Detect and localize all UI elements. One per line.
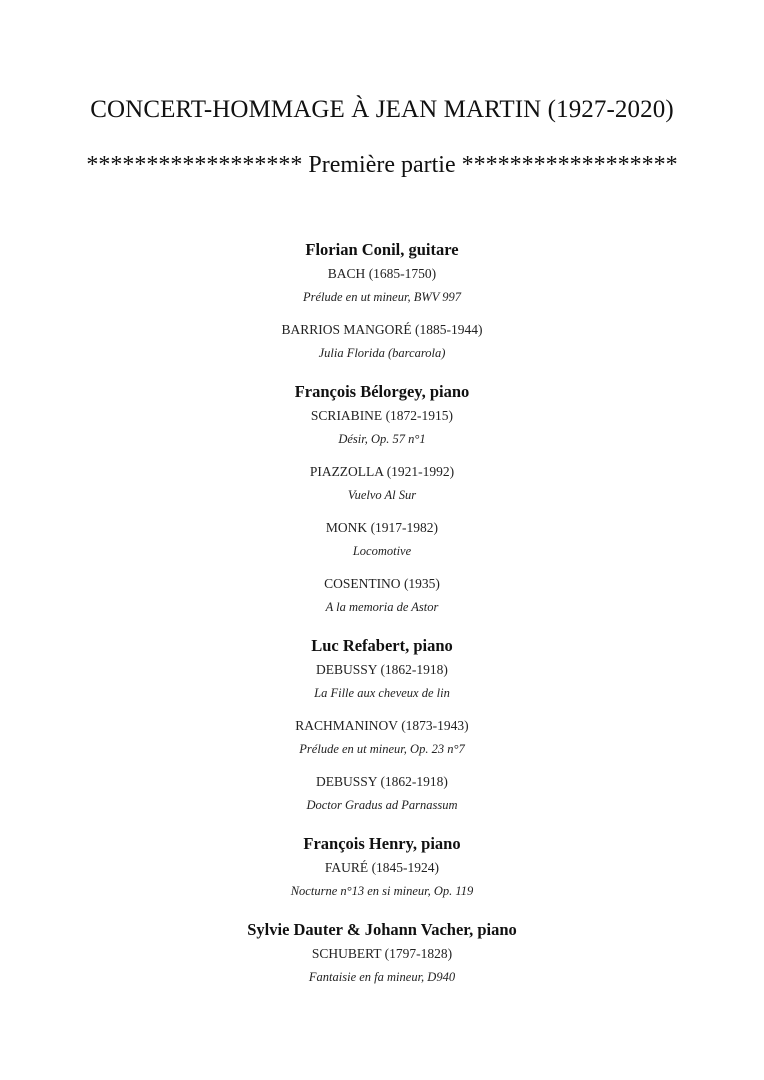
composer-dates: (1935) [403,576,440,591]
work-title: Prélude en ut mineur, BWV 997 [302,290,462,304]
composer-name: DEBUSSY [316,774,378,789]
composer-dates: (1873-1943) [401,718,469,733]
performer-group [0,380,764,618]
section-heading-right-stars: ****************** [461,152,678,178]
composer-line [0,516,764,540]
piece [0,770,764,816]
work-title: A la memoria de Astor [325,600,439,614]
composer-name: PIAZZOLLA [309,464,384,479]
composer-name: FAURÉ [324,860,369,875]
work-title: La Fille aux cheveux de lin [314,686,450,700]
composer-dates: (1685-1750) [368,266,437,281]
composer-name: RACHMANINOV [295,718,398,733]
programme-list [0,238,764,1004]
composer-dates: (1921-1992) [386,464,455,479]
work-title: Vuelvo Al Sur [347,488,417,502]
composer-dates: (1862-1918) [380,662,448,677]
work-title: Nocturne n°13 en si mineur, Op. 119 [290,884,474,898]
work-title: Doctor Gradus ad Parnassum [306,798,458,812]
performer-group [0,918,764,988]
work-title: Désir, Op. 57 n°1 [338,432,426,446]
performer-group [0,238,764,364]
piece [0,516,764,562]
performer-name: François Henry, piano [303,834,461,853]
performer-name: Luc Refabert, piano [311,636,453,655]
section-heading-label: Première partie [308,152,456,178]
performer-group [0,832,764,902]
performer-name: Sylvie Dauter & Johann Vacher, piano [247,920,517,939]
composer-name: MONK [325,520,368,535]
piece [0,658,764,704]
composer-line [0,856,764,880]
composer-dates: (1845-1924) [371,860,440,875]
section-heading-left-stars: ****************** [86,152,303,178]
composer-name: SCHUBERT [311,946,382,961]
work-title: Prélude en ut mineur, Op. 23 n°7 [299,742,465,756]
composer-name: DEBUSSY [316,662,378,677]
composer-line [0,318,764,342]
piece [0,262,764,308]
composer-name: SCRIABINE [310,408,383,423]
composer-dates: (1797-1828) [384,946,453,961]
composer-line [0,404,764,428]
performer-name: François Bélorgey, piano [294,382,470,401]
composer-line [0,460,764,484]
work-title: Fantaisie en fa mineur, D940 [308,970,456,984]
piece [0,572,764,618]
composer-dates: (1872-1915) [385,408,454,423]
composer-line [0,714,764,738]
composer-line [0,942,764,966]
performer-group [0,634,764,816]
composer-dates: (1862-1918) [380,774,448,789]
piece [0,942,764,988]
piece [0,856,764,902]
work-title: Locomotive [352,544,412,558]
composer-name: COSENTINO [324,576,401,591]
composer-dates: (1917-1982) [370,520,439,535]
composer-line [0,770,764,794]
piece [0,318,764,364]
work-title: Julia Florida (barcarola) [318,346,446,360]
composer-line [0,262,764,286]
composer-line [0,572,764,596]
composer-dates: (1885-1944) [415,322,483,337]
page-title: CONCERT-HOMMAGE À JEAN MARTIN (1927-2020) [90,96,674,123]
composer-name: BARRIOS MANGORÉ [281,322,412,337]
section-heading [0,152,764,179]
composer-line [0,658,764,682]
piece [0,404,764,450]
performer-name: Florian Conil, guitare [305,240,459,259]
composer-name: BACH [327,266,366,281]
piece [0,714,764,760]
piece [0,460,764,506]
